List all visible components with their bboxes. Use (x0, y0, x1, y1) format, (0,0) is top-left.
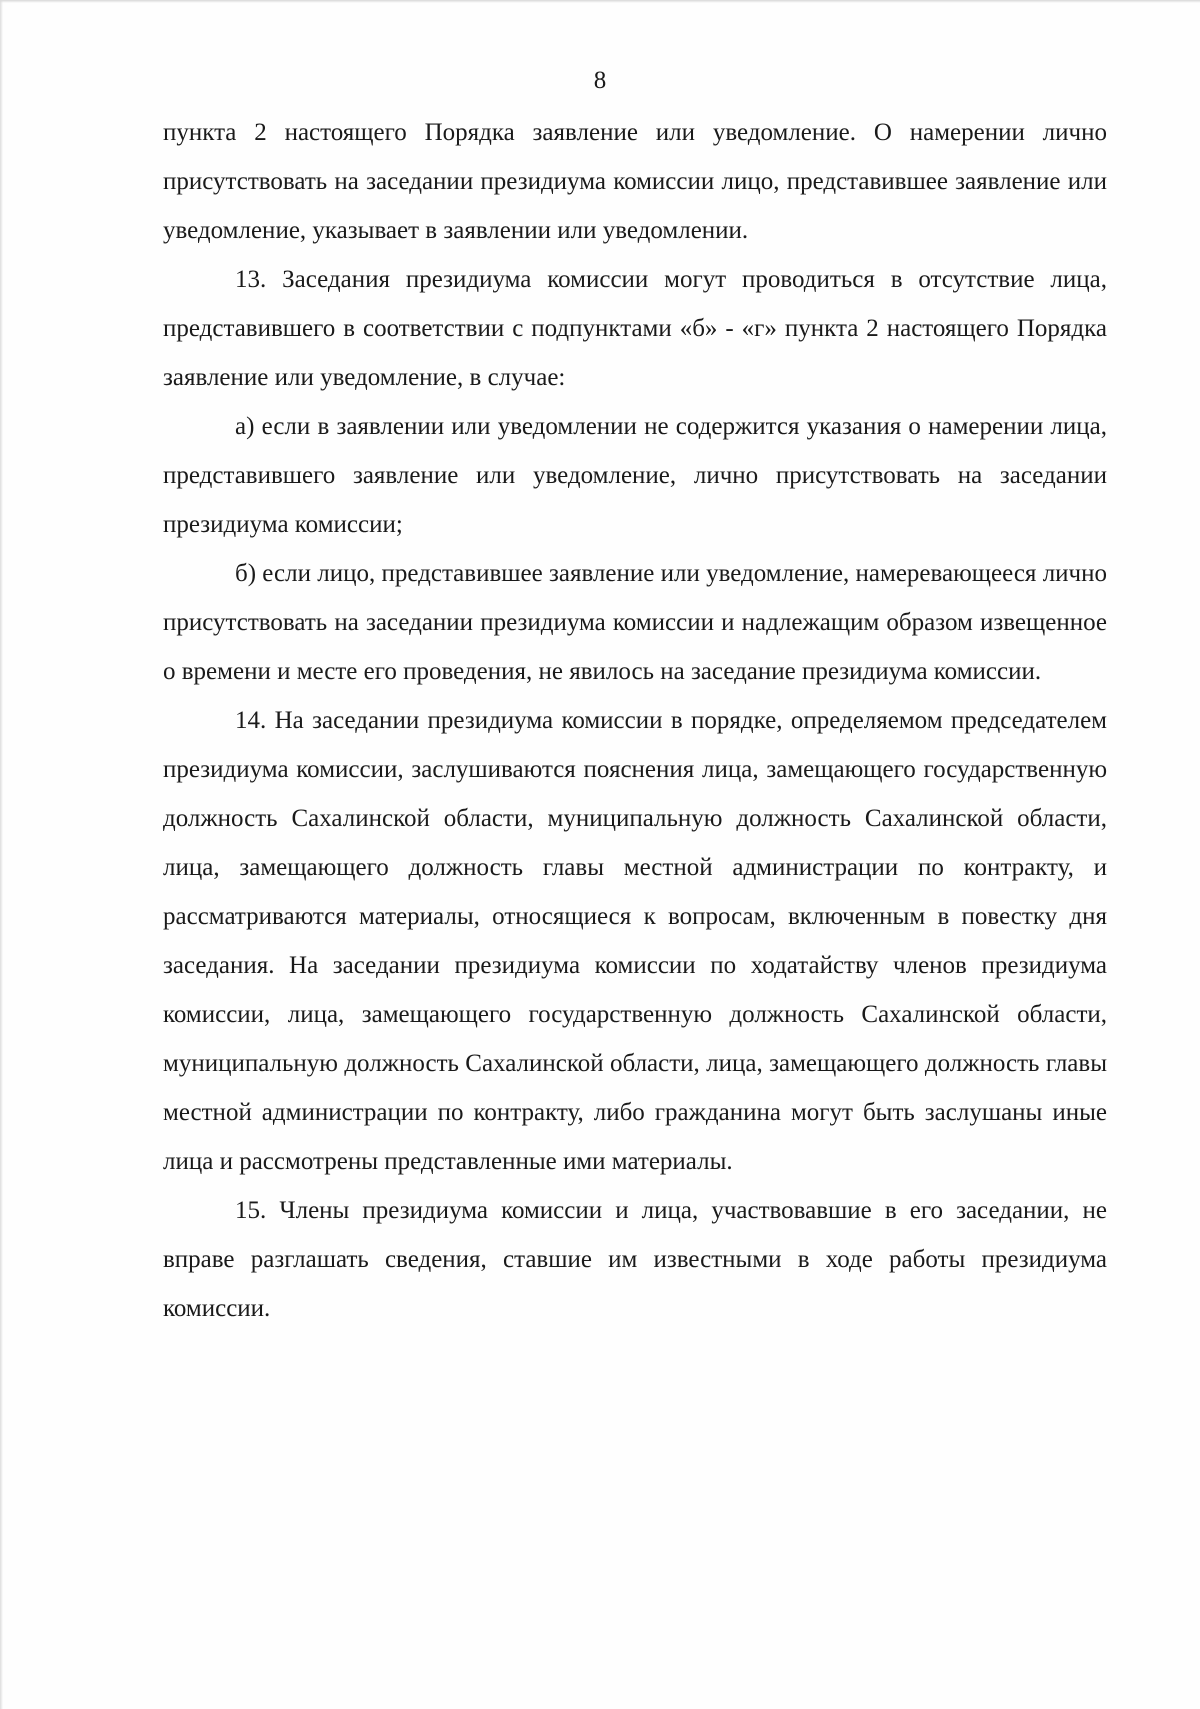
document-body (163, 108, 1107, 1333)
paragraph-continuation: пункта 2 настоящего Порядка заявление или уведомление. О намерении лично присутствовать на заседании президиума комиссии лицо, представившее заявление или уведомление, указывает в заявлении или уведомлении. (163, 119, 1107, 244)
page-number: 8 (593, 67, 607, 94)
paragraph-item-15: 15. Члены президиума комиссии и лица, участвовавшие в его заседании, не вправе разглашать сведения, ставшие им известными в ходе работы президиума комиссии. (163, 1197, 1107, 1322)
paragraph-subitem-a: а) если в заявлении или уведомлении не содержится указания о намерении лица, представившего заявление или уведомление, лично присутствовать на заседании президиума комиссии; (163, 413, 1107, 538)
paragraph-item-13: 13. Заседания президиума комиссии могут проводиться в отсутствие лица, представившего в соответствии с подпунктами «б» - «г» пункта 2 настоящего Порядка заявление или уведомление, в случае: (163, 266, 1107, 391)
paragraph-item-14: 14. На заседании президиума комиссии в порядке, определяемом председателем президиума комиссии, заслушиваются пояснения лица, замещающего государственную должность Сахалинской области, муниципальную должность Сахалинской области, лица, замещающего должность главы местной администрации по контракту, и рассматриваются материалы, относящиеся к вопросам, включенным в повестку дня заседания. На заседании президиума комиссии по ходатайству членов президиума комиссии, лица, замещающего государственную должность Сахалинской области, муниципальную должность Сахалинской области, лица, замещающего должность главы местной администрации по контракту, либо гражданина могут быть заслушаны иные лица и рассмотрены представленные ими материалы. (163, 707, 1107, 1175)
scan-edge-top (0, 0, 1200, 3)
paragraph-subitem-b: б) если лицо, представившее заявление или уведомление, намеревающееся лично присутствовать на заседании президиума комиссии и надлежащим образом извещенное о времени и месте его проведения, не явилось на заседание президиума комиссии. (163, 560, 1107, 685)
scan-edge-left (0, 0, 3, 1709)
